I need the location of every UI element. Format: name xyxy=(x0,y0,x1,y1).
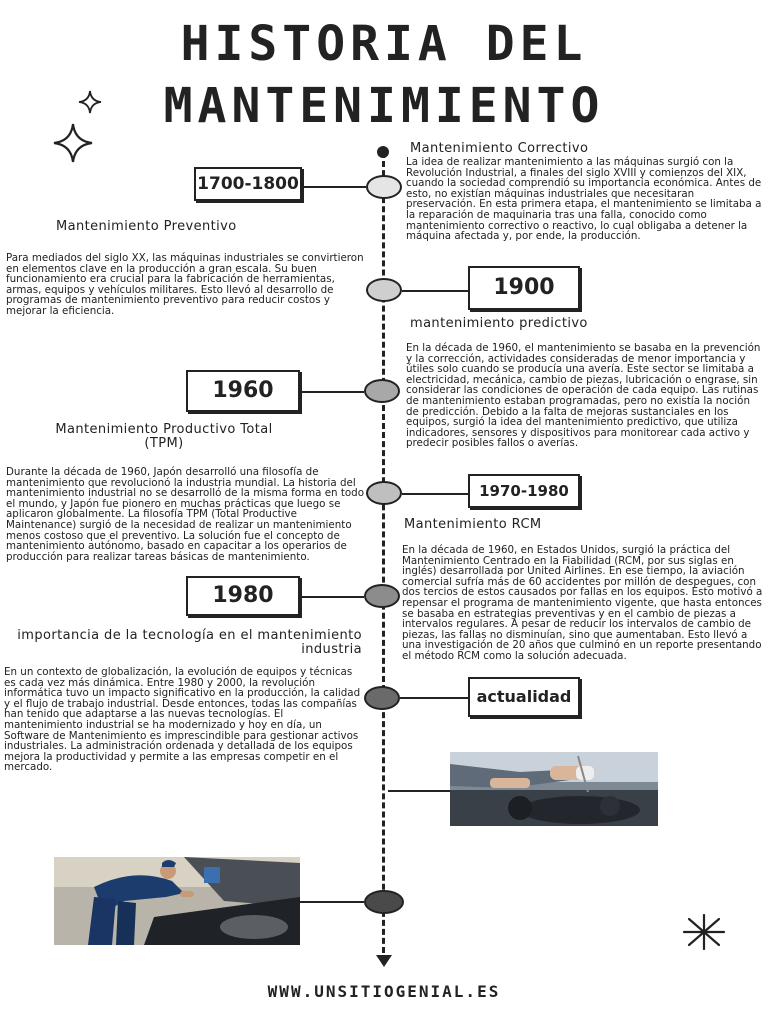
year-box-1900: 1900 xyxy=(468,266,580,310)
sparkle-icon xyxy=(52,122,94,164)
text-tpm: Durante la década de 1960, Japón desarrolló una filosofía de mantenimiento que revolucionó la industria mundial. La historia del mantenimiento industrial no se desarrolló de la misma forma en todo el mundo, y Japón fue pionero en muchas prácticas que luego se aplicaron globalmente. La filosofía TPM (Total Productive Maintenance) surgió de la necesidad de realizar un mantenimiento menos costoso que el preventivo. La solución fue el concepto de mantenimiento autónomo, basado en capacitar a los operarios de producción para realizar tareas básicas de mantenimiento. xyxy=(6,466,365,563)
heading-preventivo: Mantenimiento Preventivo xyxy=(56,219,237,234)
heading-rcm: Mantenimiento RCM xyxy=(404,517,542,532)
year-box-1960: 1960 xyxy=(186,370,300,412)
connector-line xyxy=(402,493,468,495)
timeline-arrow xyxy=(376,955,392,967)
connector-line xyxy=(302,186,366,188)
year-box-1700-1800: 1700-1800 xyxy=(194,167,302,201)
connector-line xyxy=(300,596,364,598)
text-rcm: En la década de 1960, en Estados Unidos, surgió la práctica del Mantenimiento Centrado en la Fiabilidad (RCM, por sus siglas en inglés) desarrollada por United Airlines. En ese tiempo, la aviación comercial sufría más de 60 accidentes por millón de despegues, con dos tercios de estos causados por fallas en los equipos. Esto motivó a repensar el programa de mantenimiento vigente, que hasta entonces se basaba en estrategias preventivas y en el cambio de piezas a intervalos regulares. A pesar de reducir los intervalos de cambio de piezas, las fallas no disminuían, sino que aumentaban. Esto llevó a una investigación de 20 años que culminó en un reporte presentando el método RCM como la solución adecuada. xyxy=(402,544,763,662)
heading-tecnologia: importancia de la tecnología en el mantenimiento industria xyxy=(17,628,362,657)
timeline-node xyxy=(364,890,404,914)
timeline-node xyxy=(364,686,400,710)
timeline-node xyxy=(366,175,402,199)
connector-line xyxy=(300,391,364,393)
mechanic-photo xyxy=(450,752,658,826)
connector-line xyxy=(300,901,364,903)
heading-predictivo: mantenimiento predictivo xyxy=(410,316,588,331)
timeline-spine xyxy=(382,152,385,962)
page-title-line1: HISTORIA DEL xyxy=(180,16,588,72)
heading-tpm: Mantenimiento Productivo Total (TPM) xyxy=(55,422,273,451)
timeline-node xyxy=(364,584,400,608)
timeline-node xyxy=(364,379,400,403)
heading-correctivo: Mantenimiento Correctivo xyxy=(410,141,589,156)
mechanic-car-photo xyxy=(54,857,300,945)
asterisk-icon xyxy=(680,912,728,952)
sparkle-icon xyxy=(78,90,102,114)
year-box-1970-1980: 1970-1980 xyxy=(468,474,580,508)
page-title-line2: MANTENIMIENTO xyxy=(163,78,605,134)
year-box-actualidad: actualidad xyxy=(468,677,580,717)
text-tecnologia: En un contexto de globalización, la evolución de equipos y técnicas es cada vez más dinámica. Entre 1980 y 2000, la revolución informática tuvo un impacto significativo en la producción, la calidad y el flujo de trabajo industrial. Desde entonces, todas las compañías han tenido que adaptarse a las nuevas tecnologías. El mantenimiento industrial se ha modernizado y hoy en día, un Software de Mantenimiento es imprescindible para gestionar activos industriales. La administración ordenada y detallada de los equipos mejora la productividad y permite a las empresas competir en el mercado. xyxy=(4,666,361,774)
text-predictivo: En la década de 1960, el mantenimiento se basaba en la prevención y la corrección, actividades consideradas de menor importancia y útiles solo cuando se producía una avería. Este sector se limitaba a electricidad, mecánica, cambio de piezas, lubricación o engrase, sin considerar las condiciones de operación de cada equipo. Las rutinas de mantenimiento estaban programadas, pero no existía la noción de predicción. Debido a la falta de mejoras sustanciales en los equipos, surgió la idea del mantenimiento predictivo, que utiliza indicadores, sensores y dispositivos para monitorear cada activo y predecir posibles fallos o averías. xyxy=(406,342,761,450)
text-correctivo: La idea de realizar mantenimiento a las máquinas surgió con la Revolución Industrial, a finales del siglo XVIII y comienzos del XIX, cuando la sociedad comprendió su importancia económica. Antes de esto, no existían máquinas industriales que necesitaran preservación. En esta primera etapa, el mantenimiento se limitaba a la reparación de maquinaria tras una falla, conocido como mantenimiento correctivo o reactivo, lo cual obligaba a detener la máquina afectada y, por ende, la producción. xyxy=(406,156,762,243)
connector-line xyxy=(388,790,450,792)
timeline-start-dot xyxy=(377,146,389,158)
timeline-node xyxy=(366,481,402,505)
footer-website: WWW.UNSITIOGENIAL.ES xyxy=(267,982,501,1001)
year-box-1980: 1980 xyxy=(186,576,300,616)
text-preventivo: Para mediados del siglo XX, las máquinas industriales se convirtieron en elementos clave en la producción a gran escala. Su buen funcionamiento era crucial para la fabricación de herramientas, armas, equipos y vehículos militares. Esto llevó al desarrollo de programas de mantenimiento preventivo para reducir costos y mejorar la eficiencia. xyxy=(6,252,364,317)
connector-line xyxy=(400,697,468,699)
connector-line xyxy=(402,290,468,292)
timeline-node xyxy=(366,278,402,302)
